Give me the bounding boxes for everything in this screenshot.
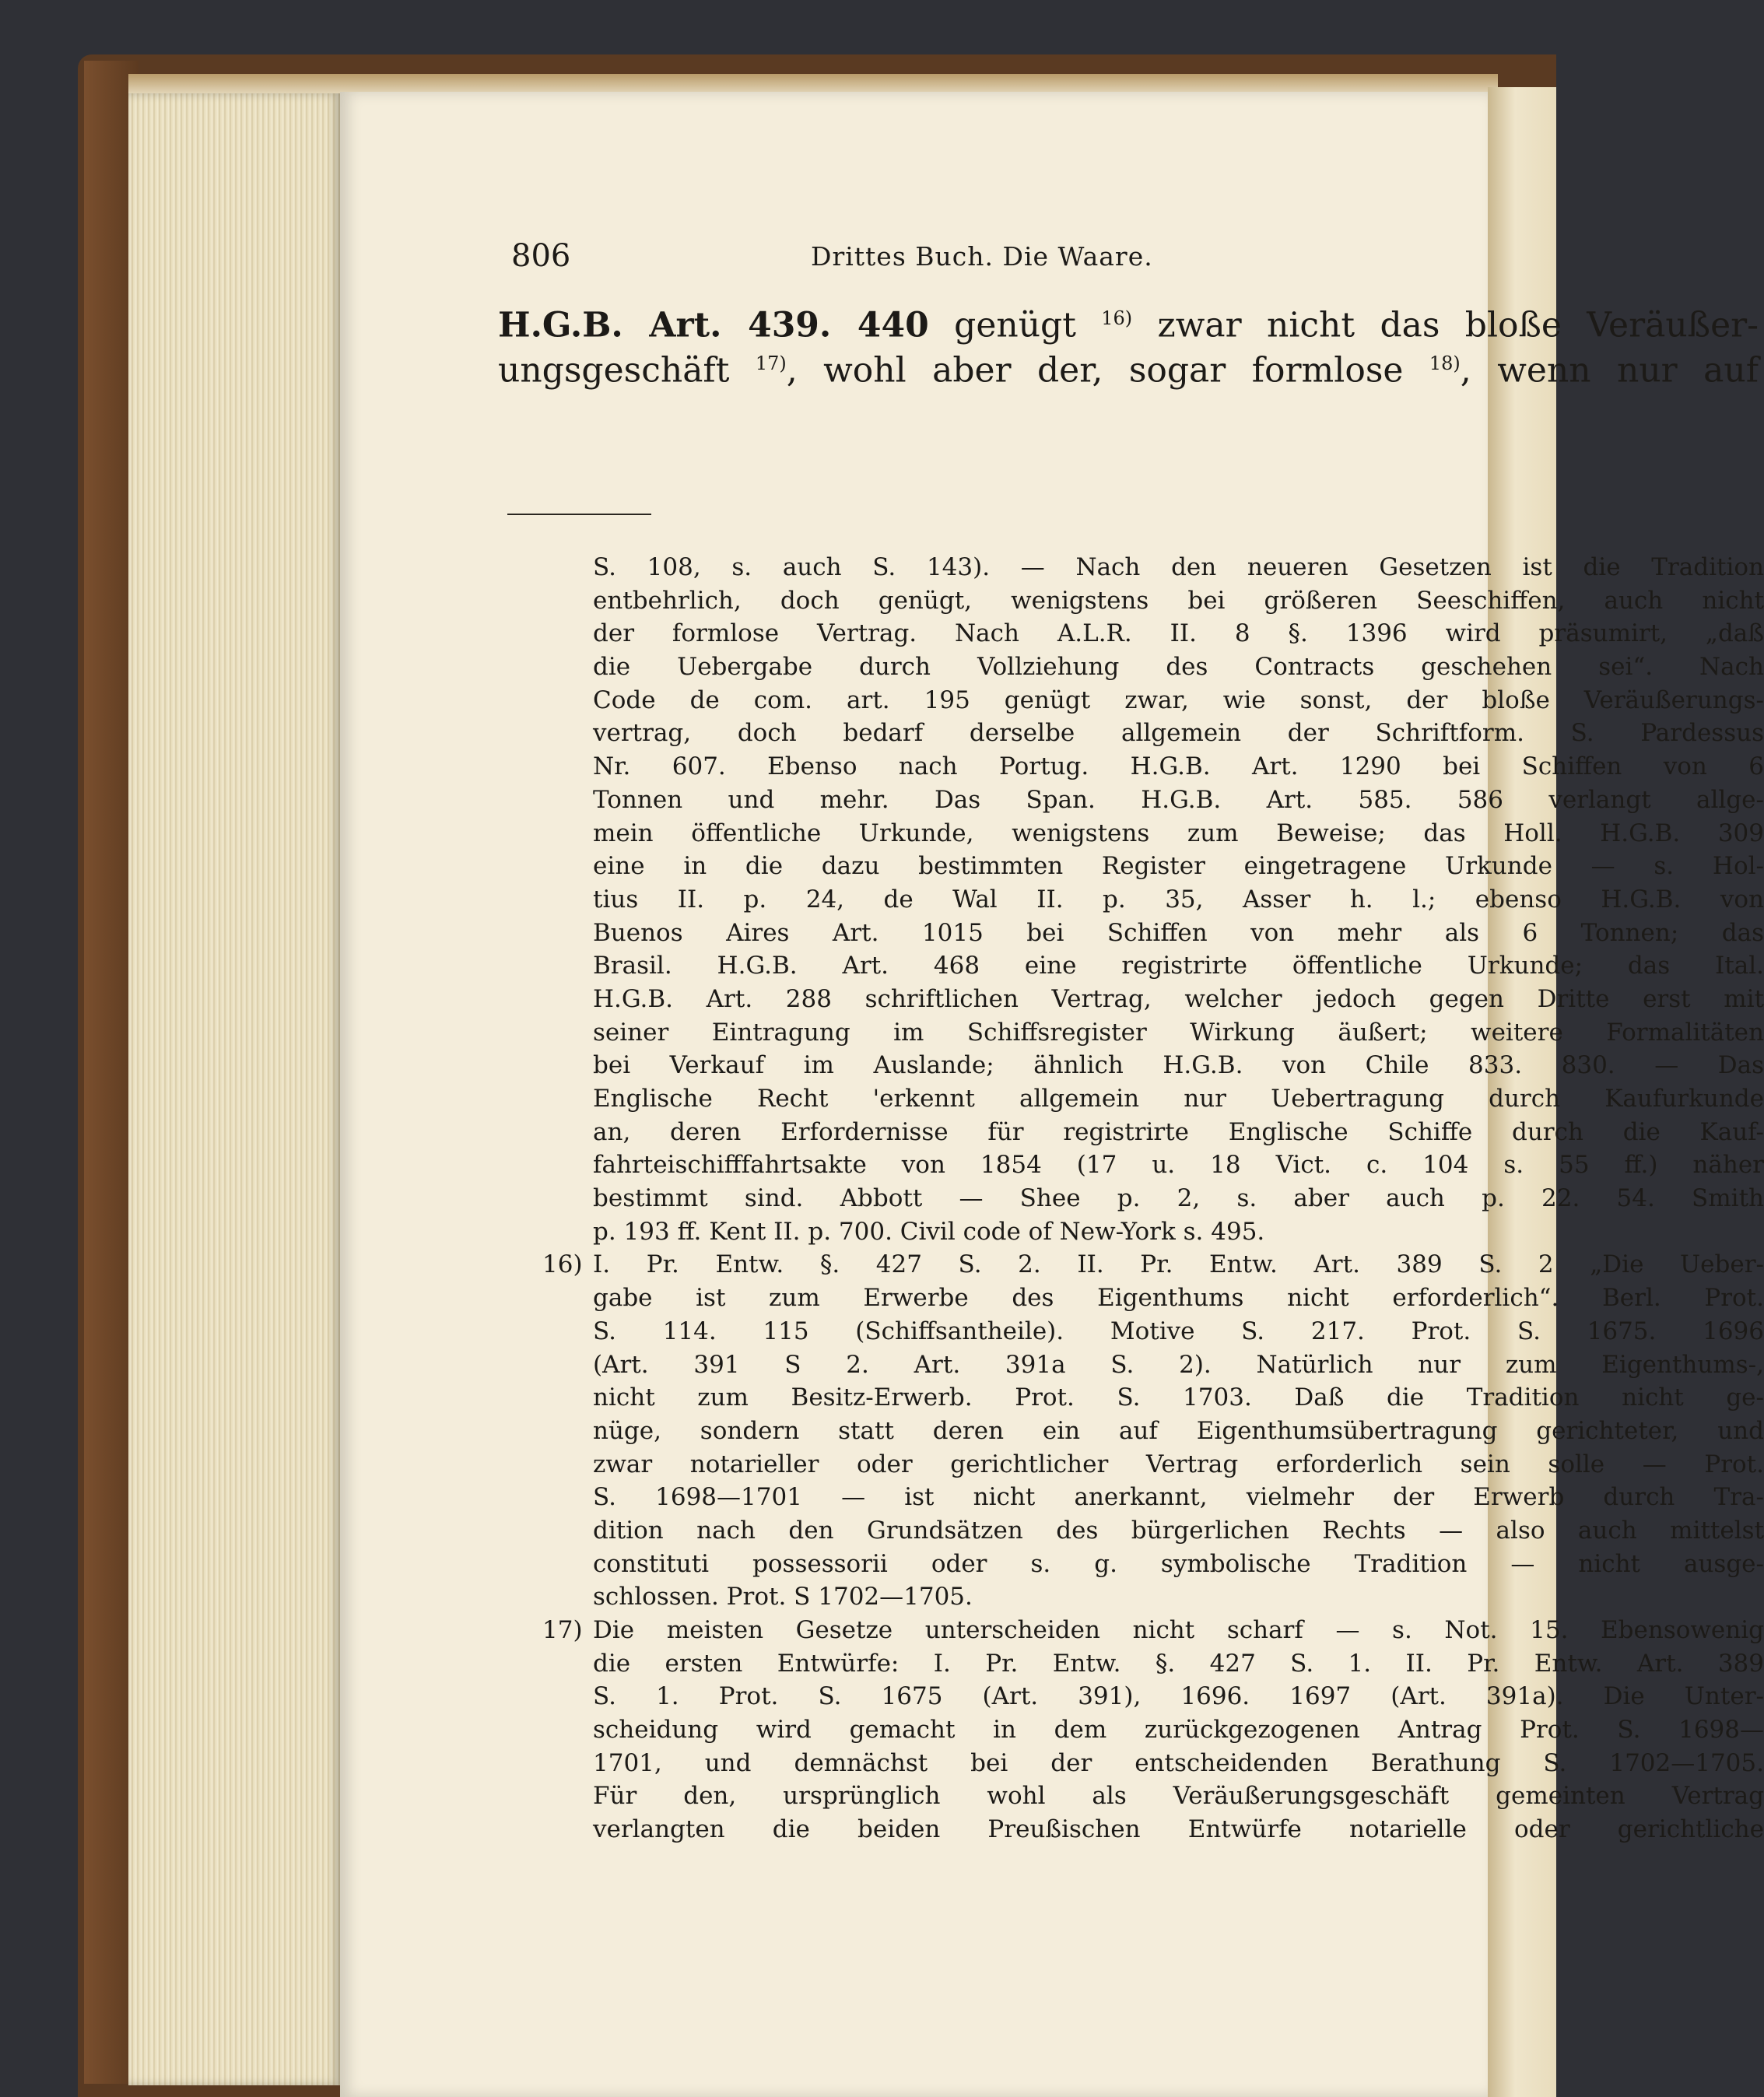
footnote-ref-18[interactable]: 18) (1429, 352, 1461, 374)
running-head (340, 238, 1488, 285)
note-line: Code de com. art. 195 genügt zwar, wie sonst, der bloße Veräußerungs- (593, 686, 1764, 714)
footnote-separator (507, 514, 651, 515)
note-line: entbehrlich, doch genügt, wenigstens bei größeren Seeschiffen, auch nicht (593, 586, 1764, 615)
note-line-text: Die meisten Gesetze unterscheiden nicht scharf — s. Not. 15. Ebensowenig (593, 1616, 1764, 1644)
footnote-number: 16) (542, 1250, 583, 1279)
note-line: die ersten Entwürfe: I. Pr. Entw. §. 427 S. 1. II. Pr. Entw. Art. 389 (593, 1649, 1764, 1678)
note-line: Für den, ursprünglich wohl als Veräußerungsgeschäft gemeinten Vertrag (593, 1782, 1764, 1811)
article-text: zwar nicht das bloße Veräußer- (1132, 305, 1759, 345)
article-reference: H.G.B. Art. 439. 440 (498, 305, 929, 345)
note-line-first (441, 1614, 1764, 1647)
note-line: Brasil. H.G.B. Art. 468 eine registrirte öffentliche Urkunde; das Ital. (593, 952, 1764, 980)
note-line-first (441, 1248, 1764, 1282)
book-page (340, 92, 1764, 2097)
article-text: ungsgeschäft (498, 350, 756, 391)
note-line: seiner Eintragung im Schiffsregister Wirkung äußert; weitere Formalitäten (593, 1018, 1764, 1047)
running-head-title: Drittes Buch. Die Waare. (811, 241, 1153, 272)
note-line: Englische Recht 'erkennt allgemein nur Uebertragung durch Kaufurkunde (593, 1085, 1764, 1113)
note-line: fahrteischifffahrtsakte von 1854 (17 u. 18 Vict. c. 104 s. 55 ff.) näher (593, 1151, 1764, 1180)
note-line: eine in die dazu bestimmten Register eingetragene Urkunde — s. Hol- (593, 852, 1764, 881)
footnotes (441, 551, 1764, 1846)
note-line: mein öffentliche Urkunde, wenigstens zum Beweise; das Holl. H.G.B. 309 (593, 819, 1764, 847)
article-text: genügt (928, 305, 1102, 345)
note-line: Tonnen und mehr. Das Span. H.G.B. Art. 585. 586 verlangt allge- (593, 785, 1764, 814)
footnote-ref-17[interactable]: 17) (755, 352, 787, 374)
note-line: Buenos Aires Art. 1015 bei Schiffen von mehr als 6 Tonnen; das (593, 918, 1764, 947)
note-line: H.G.B. Art. 288 schriftlichen Vertrag, welcher jedoch gegen Dritte erst mit (593, 984, 1764, 1013)
note-line: bei Verkauf im Auslande; ähnlich H.G.B. von Chile 833. 830. — Das (593, 1051, 1764, 1080)
note-line: S. 114. 115 (Schiffsantheile). Motive S. 217. Prot. S. 1675. 1696 (593, 1317, 1764, 1345)
footnote-ref-16[interactable]: 16) (1101, 307, 1133, 329)
article-heading-line-2 (498, 341, 1759, 394)
footnote-16 (441, 1248, 1764, 1614)
footnote-15-continued (441, 551, 1764, 1248)
note-line: S. 108, s. auch S. 143). — Nach den neueren Gesetzen ist die Tradition (593, 553, 1764, 581)
note-line: dition nach den Grundsätzen des bürgerlichen Rechts — also auch mittelst (593, 1516, 1764, 1545)
note-line: gabe ist zum Erwerbe des Eigenthums nicht erforderlich“. Berl. Prot. (593, 1284, 1764, 1313)
note-line: Nr. 607. Ebenso nach Portug. H.G.B. Art. 1290 bei Schiffen von 6 (593, 752, 1764, 781)
note-line: p. 193 ff. Kent II. p. 700. Civil code of New-York s. 495. (593, 1217, 1265, 1246)
note-line-text: I. Pr. Entw. §. 427 S. 2. II. Pr. Entw. Art. 389 S. 2 „Die Ueber- (593, 1250, 1764, 1279)
footnote-number: 17) (542, 1616, 583, 1644)
note-line: (Art. 391 S 2. Art. 391a S. 2). Natürlich nur zum Eigenthums-, (593, 1350, 1764, 1379)
note-line: S. 1698—1701 — ist nicht anerkannt, vielmehr der Erwerb durch Tra- (593, 1483, 1764, 1512)
note-line: bestimmt sind. Abbott — Shee p. 2, s. aber auch p. 22. 54. Smith (593, 1184, 1764, 1213)
article-text: , wohl aber der, sogar formlose (786, 350, 1429, 391)
note-line: verlangten die beiden Preußischen Entwürfe notarielle oder gerichtliche (593, 1815, 1764, 1844)
note-line: der formlose Vertrag. Nach A.L.R. II. 8 §. 1396 wird präsumirt, „daß (593, 619, 1764, 648)
page-content (340, 92, 1764, 2097)
note-line: vertrag, doch bedarf derselbe allgemein der Schriftform. S. Pardessus (593, 719, 1764, 748)
article-text: , wenn nur auf (1460, 350, 1759, 391)
note-line: nüge, sondern statt deren ein auf Eigenthumsübertragung gerichteter, und (593, 1416, 1764, 1445)
note-line: schlossen. Prot. S 1702—1705. (593, 1583, 973, 1611)
note-line: die Uebergabe durch Vollziehung des Contracts geschehen sei“. Nach (593, 653, 1764, 682)
note-line: an, deren Erfordernisse für registrirte Englische Schiffe durch die Kauf- (593, 1117, 1764, 1146)
footnote-17 (441, 1614, 1764, 1846)
stacked-page-edges (128, 93, 340, 2085)
note-line: S. 1. Prot. S. 1675 (Art. 391), 1696. 1697 (Art. 391a). Die Unter- (593, 1682, 1764, 1711)
page-number: 806 (511, 238, 571, 274)
note-line: tius II. p. 24, de Wal II. p. 35, Asser h. l.; ebenso H.G.B. von (593, 885, 1764, 913)
note-line: constituti possessorii oder s. g. symbolische Tradition — nicht ausge- (593, 1549, 1764, 1578)
note-line: nicht zum Besitz-Erwerb. Prot. S. 1703. Daß die Tradition nicht ge- (593, 1383, 1764, 1412)
note-line: 1701, und demnächst bei der entscheidenden Berathung S. 1702—1705. (593, 1748, 1764, 1777)
note-line: zwar notarieller oder gerichtlicher Vertrag erforderlich sein solle — Prot. (593, 1450, 1764, 1478)
note-line: scheidung wird gemacht in dem zurückgezogenen Antrag Prot. S. 1698— (593, 1716, 1764, 1745)
